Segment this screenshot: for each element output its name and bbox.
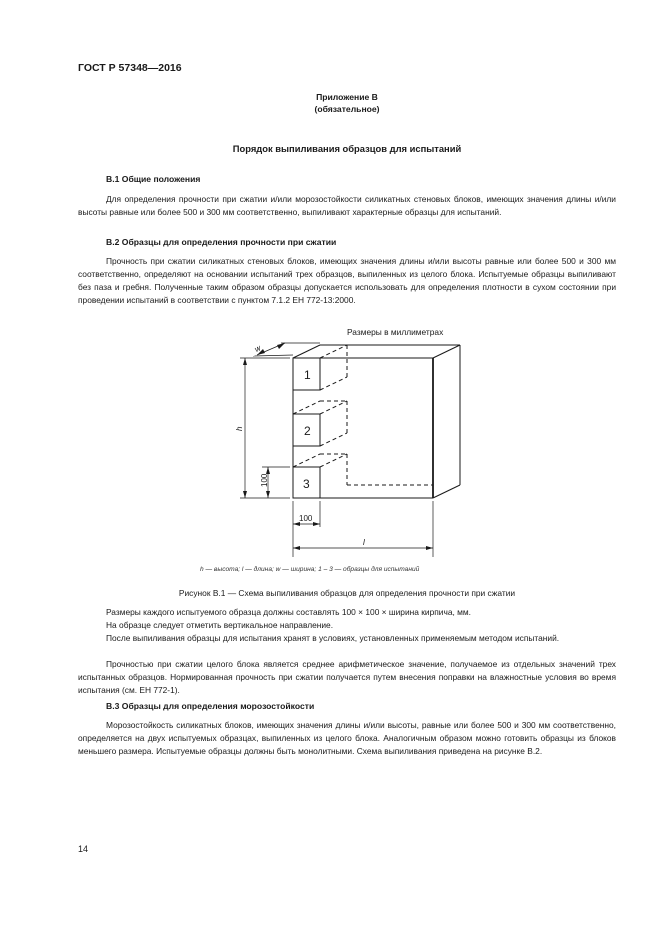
section-1-heading: В.1 Общие положения: [106, 174, 201, 184]
standard-header: ГОСТ Р 57348—2016: [78, 62, 182, 74]
specimen-2-label: 2: [304, 424, 311, 438]
figure-caption: Рисунок В.1 — Схема выпиливания образцов для определения прочности при сжатии: [178, 588, 516, 598]
hidden-cut-lines: [293, 345, 433, 485]
dim-100-horizontal-label: 100: [299, 514, 313, 523]
units-note: Размеры в миллиметрах: [347, 327, 444, 337]
appendix-title: Приложение В: [316, 92, 378, 102]
paragraph-strength: Прочностью при сжатии целого блока является среднее арифметическое значение, получаемое из отдельных значений трех испытанных образцов. Нормированная прочность при сжатии получается путем внесения поправки на влажностные условия во время испытания (см. ЕН 772-1).: [78, 659, 616, 695]
dim-100-vertical-label: 100: [260, 473, 269, 487]
page-number: 14: [78, 844, 89, 854]
doc-title: Порядок выпиливания образцов для испытаний: [232, 143, 462, 154]
dim-h-label: h: [235, 426, 244, 431]
section-2-heading: В.2 Образцы для определения прочности при сжатии: [106, 237, 337, 247]
dimension-arrows: [243, 343, 433, 550]
appendix-status: (обязательное): [314, 104, 380, 114]
dimension-lines: [240, 343, 433, 557]
section-3-text: Морозостойкость силикатных блоков, имеющих значения длины и/или высоты, равные или более 500 и 300 мм соответственно, определяется на двух испытуемых образцах, выпиленных из целого блока. Аналогичным образом можно готовить образцы из блоков меньшего размера. Испытуемые образцы должны быть монолитными. Схема выпиливания приведена на рисунке В.2.: [78, 720, 616, 756]
figure-legend: h — высота; l — длина; w — ширина; 1 – 3 — образцы для испытаний: [200, 566, 420, 573]
section-1-text: Для определения прочности при сжатии и/или морозостойкости силикатных стеновых блоков, имеющих значения длины и/или высоты равные или более 500 и 300 мм соответственно, выпиливают характерные образцы для испытаний.: [78, 194, 616, 217]
figure-b1-diagram: [200, 335, 500, 565]
block-side-bottom-edge: [433, 485, 460, 498]
paragraph-vertical-mark: На образце следует отметить вертикальное направление.: [106, 620, 334, 630]
block-top-left-edge: [293, 345, 320, 358]
paragraph-storage: После выпиливания образцы для испытания хранят в условиях, установленных применяемым методом испытаний.: [106, 633, 560, 643]
dim-w-label: w: [253, 343, 263, 354]
dim-l-label: l: [363, 538, 365, 547]
section-3-heading: В.3 Образцы для определения морозостойкости: [106, 701, 315, 711]
specimen-3-label: 3: [303, 477, 310, 491]
block-top-right-edge: [433, 345, 460, 358]
paragraph-specimen-size: Размеры каждого испытуемого образца должны составлять 100 × 100 × ширина кирпича, мм.: [106, 607, 471, 617]
specimen-1-label: 1: [304, 368, 311, 382]
section-2-text: Прочность при сжатии силикатных стеновых блоков, имеющих значения длины и/или высоты равные или более 500 и 300 мм соответственно, определяют на основании испытаний трех образцов, выпиленных из целого блока. Испытуемые образцы выпиливают без паза и гребня. Полученные таким образом образцы допускается использовать для определения плотности в сухом состоянии при проведении испытаний в соответствии с пунктом 7.1.2 ЕН 772-13:2000.: [78, 256, 616, 305]
